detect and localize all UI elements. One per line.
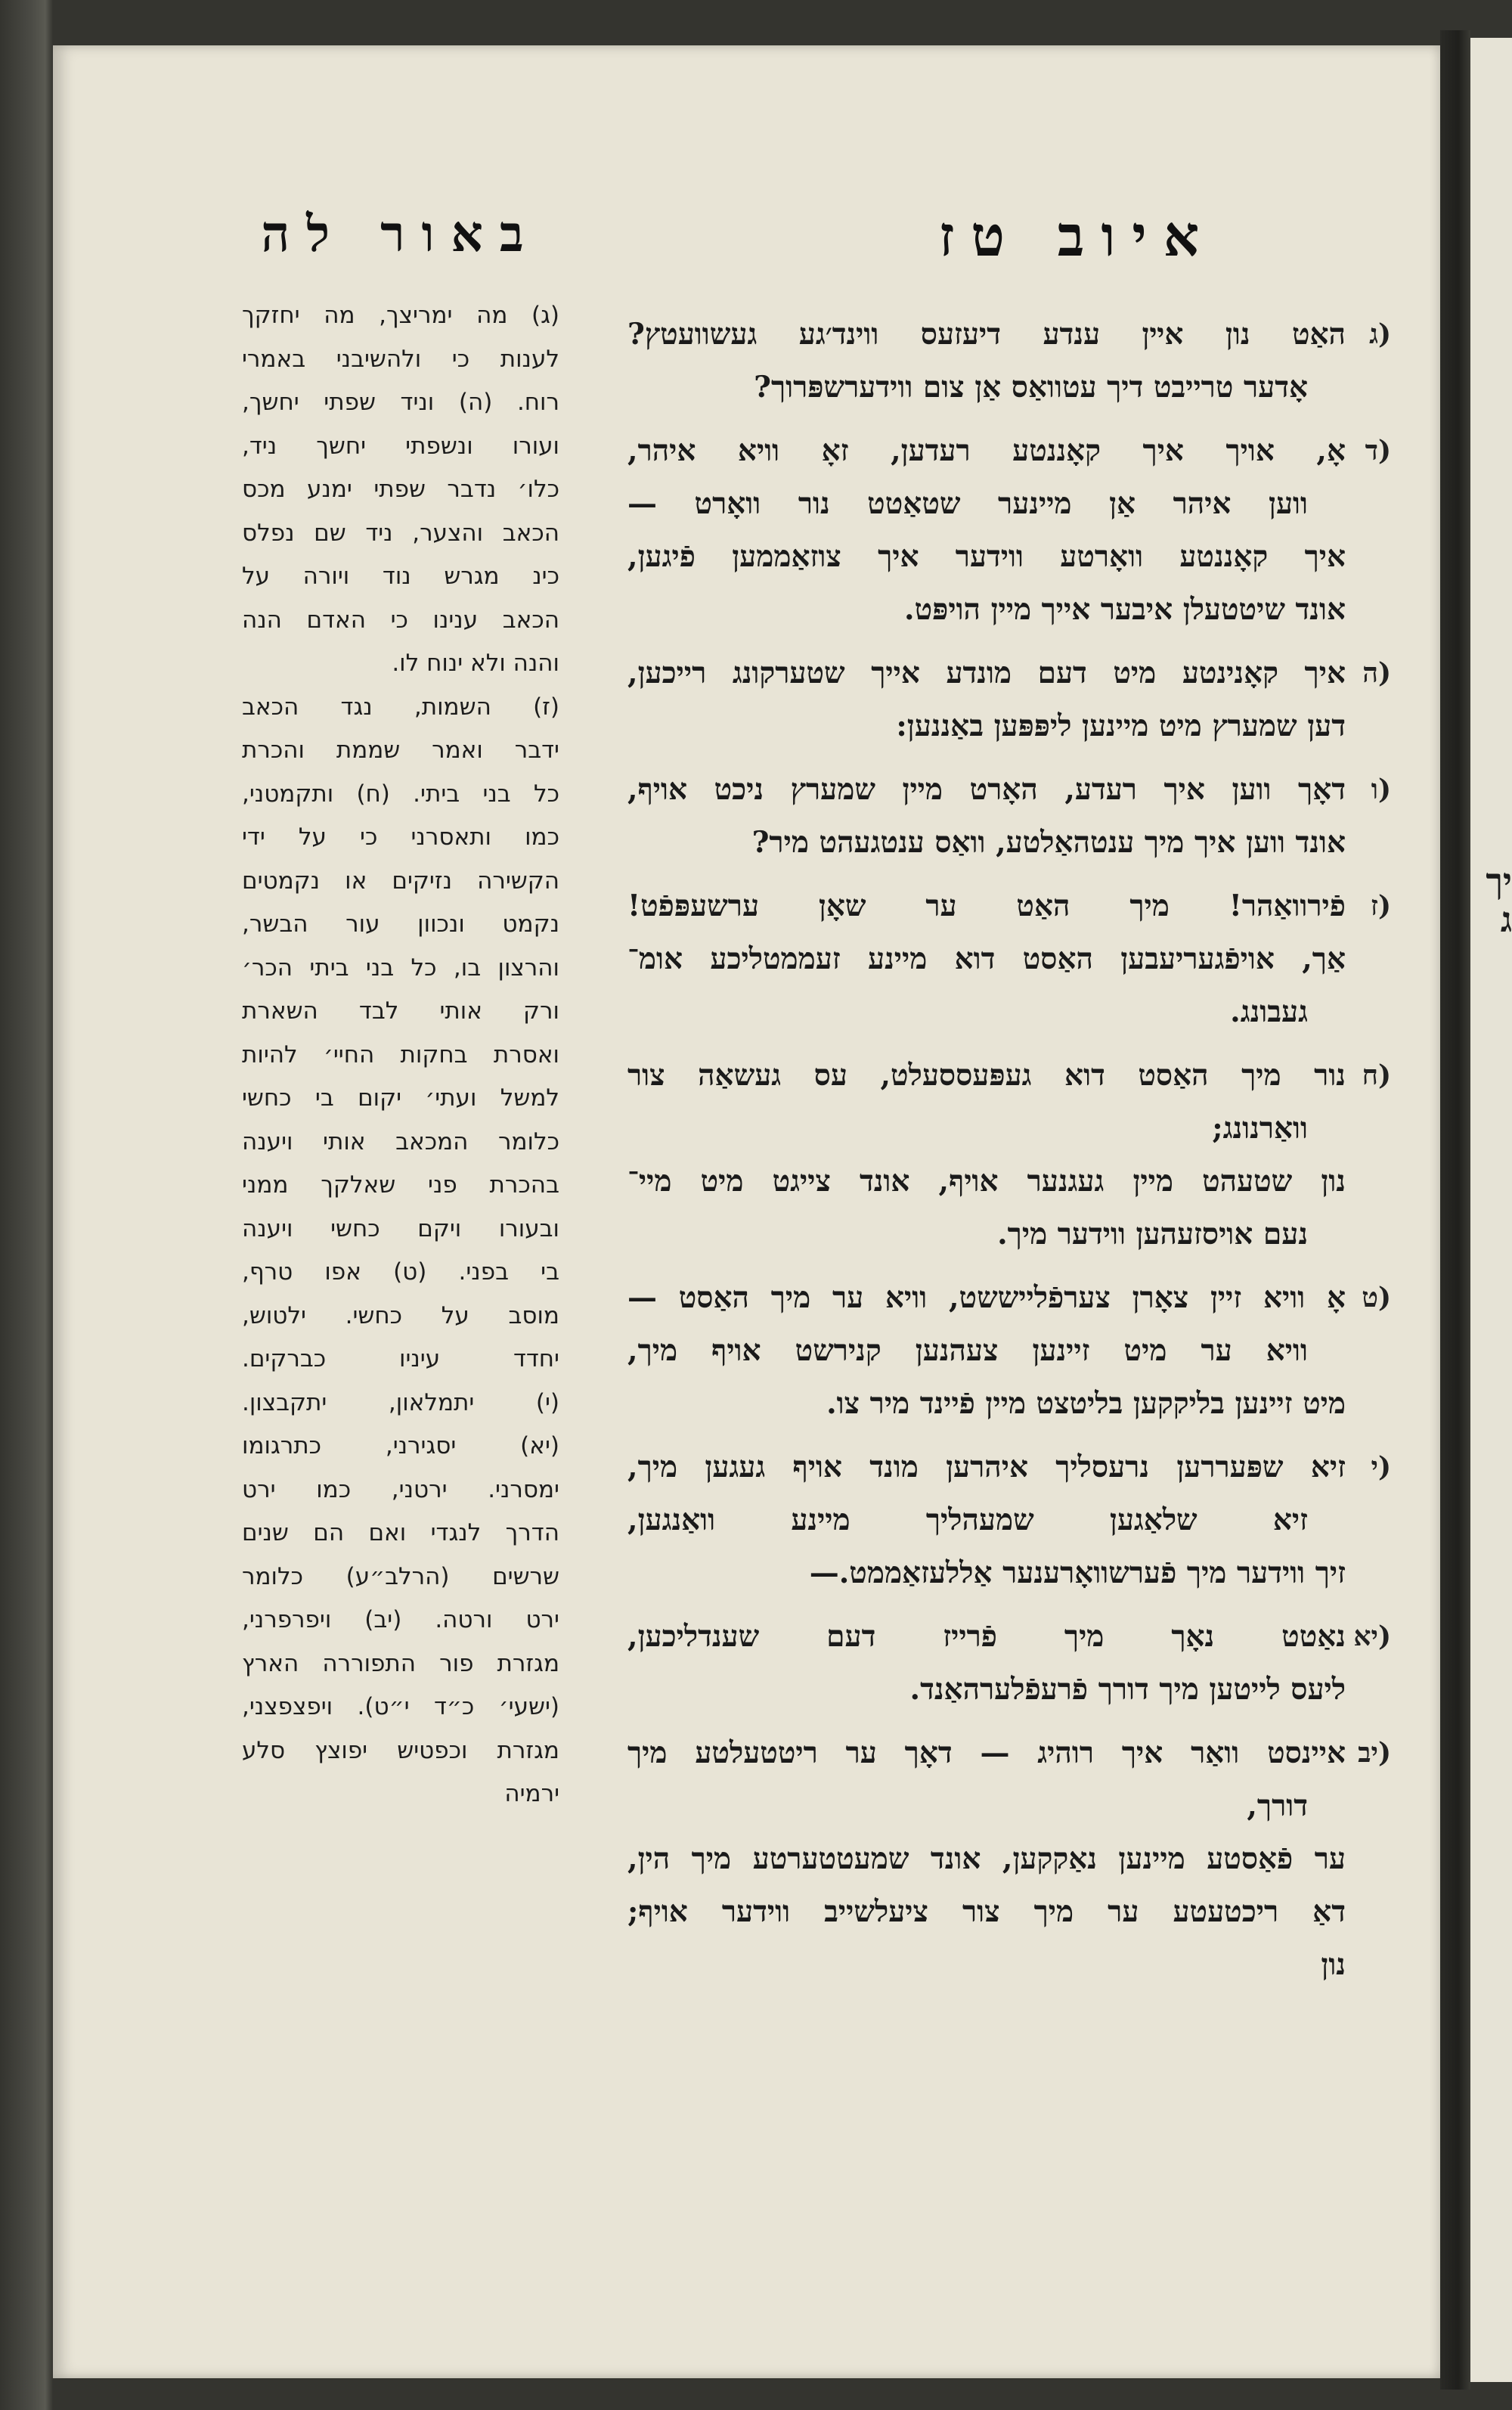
- verse-number: (יא: [1353, 1621, 1391, 1652]
- commentary-line: מגזרת פור התפוררה הארץ: [242, 1649, 559, 1677]
- commentary-line: ידבר ואמר שממת והכרת: [242, 737, 559, 764]
- commentary-line: נקמט ונכוון עור הבשר,: [242, 910, 559, 938]
- verse-line: איך קאָנינטע מיט דעם מונדע אייך שטערקונג רייכען,: [627, 656, 1346, 690]
- verse-line: איינסט וואַר איך רוהיג — דאָך ער ריטטעלטע מיך: [627, 1735, 1346, 1770]
- commentary-line: הדרך לנגדי ואם הם שנים: [242, 1519, 559, 1546]
- verse-line: נון שטעהט מיין געגנער אויף, אונד צייגט מיט מיי־: [627, 1164, 1346, 1199]
- commentary-line: כל בני ביתי. (ח) ותקמטני,: [242, 780, 559, 808]
- commentary-line: והנה ולא ינוח לו.: [392, 650, 559, 677]
- commentary-line: (י) יתמלאון, יתקבצון.: [242, 1388, 559, 1416]
- verse-line: זיך ווידער מיך פֿערשוואָרענער אַללעזאַממט.—: [809, 1555, 1346, 1590]
- commentary-line: יחדד עיניו כברקים.: [242, 1345, 559, 1372]
- commentary-line: (ג) מה ימריצך, מה יחזקך: [242, 302, 559, 329]
- commentary-line: שרשים (הרלב״ע) כלומר: [242, 1562, 559, 1590]
- commentary-line: הכאב והצער, ניד שם נפלס: [242, 519, 559, 547]
- book-gutter: [1440, 30, 1470, 2390]
- verse-number: (י: [1371, 1451, 1391, 1483]
- verse-line: דאַ ריכטעטע ער מיך צור ציעלשייב ווידער אויף;: [627, 1894, 1346, 1929]
- verse: [627, 1726, 1391, 1991]
- verse-number: (ד: [1365, 435, 1391, 467]
- verse: [627, 424, 1391, 636]
- verse-number: (ה: [1362, 657, 1391, 689]
- verse-list: [627, 308, 1391, 1991]
- verse-line: דען שמערץ מיט מיינען ליפּפּען באַננען:: [896, 709, 1346, 743]
- commentary-line: כלו׳ נדבר שפתי ימנע מכס: [242, 476, 559, 503]
- verse: [627, 1271, 1391, 1430]
- commentary-line: כלומר המכאב אותי ויענה: [242, 1127, 559, 1155]
- verse-number: (יב: [1358, 1737, 1391, 1769]
- verse-line: נאַטט נאָך מיך פֿרייז דעם שענדליכען,: [627, 1619, 1346, 1654]
- verse-line: נור מיך האַסט דוא געפּעססעלט, עס געשאַה צור: [627, 1058, 1346, 1093]
- verse-line: אָ, אויך איך קאָננטע רעדען, זאָ וויא איהר,: [627, 433, 1346, 468]
- verse-line: אָ וויא זיין צאָרן צערפֿלייששט, וויא ער מיך האַסט —: [627, 1280, 1346, 1315]
- verse-line: נעם אויסזעהען ווידער מיך.: [997, 1217, 1308, 1252]
- verse-line: פֿירוואַהר! מיך האַט ער שאָן ערשעפּפֿט!: [627, 889, 1346, 923]
- verse-number: (ז: [1370, 890, 1391, 922]
- verse-number: (ח: [1362, 1059, 1391, 1091]
- verse: [627, 1610, 1391, 1716]
- verse-line: ווען איהר אַן מיינער שטאַטט נור וואָרט —: [627, 486, 1308, 521]
- verse: [627, 879, 1391, 1038]
- commentary-heading: באור לה: [261, 204, 541, 263]
- commentary-line: ימסרני. ירטני, כמו ירט: [242, 1475, 559, 1503]
- verse-line: האַט נון אײן ענדע דיעזעס ווינד׳גע געשוועטץ?: [627, 317, 1346, 352]
- verse-line: זיא שפּעררען נרעסליך איהרען מונד אויף געגען מיך,: [627, 1450, 1346, 1484]
- commentary-line: לענות כי ולהשיבני באמרי: [242, 345, 559, 373]
- verse-line: אונד ווען איך מיך ענטהאַלטע, וואַס ענטגעהט מיר?: [751, 825, 1346, 860]
- commentary-line: מוסב על כחשי. ילטוש,: [242, 1301, 559, 1329]
- main-text-column: [627, 204, 1391, 2002]
- verse-line: ער פֿאַסטע מיינען נאַקקען, אונד שמעטטערטע מיך הין,: [627, 1841, 1346, 1876]
- next-page-edge-text: יך ג: [1486, 861, 1512, 940]
- verse-line: וואַרנונג;: [1212, 1111, 1308, 1146]
- commentary-line: הקשירה נזיקים או נקמטים: [242, 867, 559, 895]
- verse: [627, 647, 1391, 752]
- commentary-line: והרצון בו, כל בני ביתי הכר׳: [242, 954, 559, 982]
- commentary-line: ורק אותי לבד השארת: [242, 997, 559, 1025]
- verse-line: אַך, אויפֿגעריעבען האַסט דוא מיינע זעממטליכע אומ־: [627, 941, 1346, 976]
- commentary-line: למשל ועתי׳ יקום בי כחשי: [242, 1084, 559, 1112]
- verse: [627, 1441, 1391, 1599]
- commentary-line: ועורו ונשפתי יחשך ניד,: [242, 432, 559, 460]
- verse-number: (ו: [1371, 774, 1391, 805]
- next-page-edge: [1470, 38, 1512, 2382]
- verse-line: נון: [1321, 1947, 1346, 1982]
- verse: [627, 763, 1391, 869]
- commentary-line: (יא) יסגירני, כתרגומו: [242, 1432, 559, 1459]
- commentary-line: ירט ורטה. (יב) ויפרפרני,: [242, 1606, 559, 1633]
- commentary-line: (ז) השמות, נגד הכאב: [242, 693, 559, 721]
- verse: [627, 1049, 1391, 1261]
- verse-line: וויא ער מיט זיינען צעהנען קנירשט אויף מיך,: [627, 1333, 1308, 1368]
- verse-number: (ג: [1369, 318, 1391, 350]
- verse-number: (ט: [1362, 1282, 1391, 1314]
- verse-line: דורך,: [1247, 1788, 1308, 1823]
- commentary-line: ואסרת בחקות החיי׳ להיות: [242, 1041, 559, 1069]
- commentary-line: בי בפני. (ט) אפו טרף,: [242, 1258, 559, 1286]
- commentary-column: [242, 204, 559, 1816]
- verse-line: מיט זיינען בליקקען בליטצט מיין פֿיינד מיר צו.: [826, 1386, 1346, 1421]
- commentary-line: הכאב ענינו כי האדם הנה: [242, 606, 559, 634]
- verse-line: אונד שיטטעלן איבער אייך מיין הויפּט.: [904, 592, 1346, 627]
- verse-line: דאָך ווען איך רעדע, האָרט מיין שמערץ ניכט אויף,: [627, 772, 1346, 807]
- commentary-line: ובעורו ויקם כחשי ויענה: [242, 1214, 559, 1242]
- commentary-line: ירמיה: [504, 1780, 559, 1807]
- verse-line: אָדער טרייבט דיך עטוואַס אַן צום ווידערשפּרוך?: [754, 370, 1308, 405]
- commentary-line: מגזרת וכפטיש יפוצץ סלע: [242, 1736, 559, 1764]
- chapter-heading: איוב טז: [938, 204, 1216, 269]
- commentary-line: כמו ותאסרני כי על ידי: [242, 823, 559, 851]
- verse-line: געבונג.: [1230, 994, 1308, 1029]
- verse-line: זיא שלאַגען שמעהליך מיינע וואַנגען,: [627, 1503, 1308, 1537]
- verse-line: איך קאָננטע וואָרטע ווידער איך צוזאַממען פֿיגען,: [627, 539, 1346, 574]
- verse-line: ליעס לייטען מיך דורך פֿרעפֿלערהאַנד.: [909, 1672, 1346, 1707]
- commentary-text: [242, 294, 559, 1816]
- verse: [627, 308, 1391, 414]
- commentary-line: כינ מגרש נוד ויורה על: [242, 563, 559, 590]
- commentary-line: רוח. (ה) וניד שפתי יחשך,: [242, 389, 559, 416]
- commentary-line: בהכרת פני שאלקך ממני: [242, 1171, 559, 1199]
- commentary-line: (ישעי׳ כ״ד י״ט). ויפצפצני,: [242, 1693, 559, 1720]
